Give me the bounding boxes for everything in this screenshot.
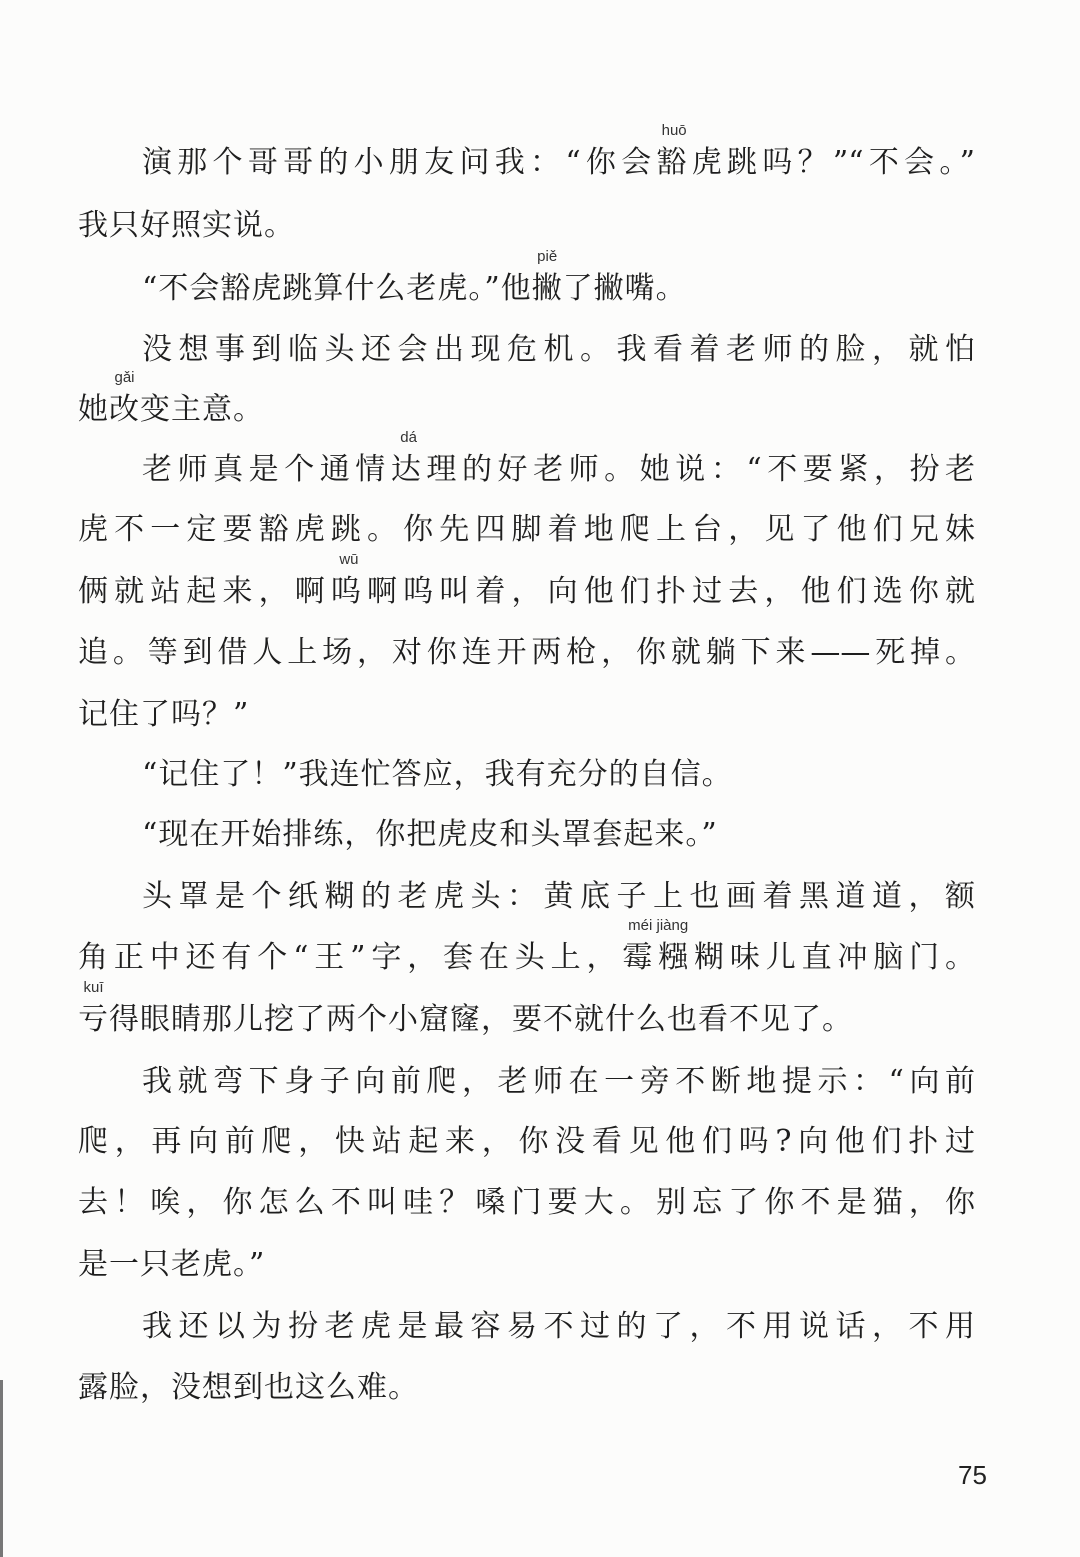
annotated-character: 撇 piě: [531, 248, 563, 306]
text-segment: 头罩是个纸糊的老虎头：黄底子上也画着黑道道，额: [142, 879, 975, 914]
text-line: [78, 917, 976, 978]
text-line: [78, 1062, 975, 1102]
annotated-character: 呜 wū: [330, 551, 367, 609]
text-line: [78, 1307, 975, 1347]
text-line: [78, 369, 975, 430]
pinyin-annotation: wū: [339, 551, 359, 568]
text-segment: “现在开始排练，你把虎皮和头罩套起来。”: [142, 817, 718, 852]
text-segment: 老师真是个通情: [142, 452, 391, 487]
text-line: [78, 1183, 975, 1223]
page-number: 75: [958, 1460, 987, 1490]
text-segment: 记住了吗？”: [78, 697, 250, 732]
text-segment: 演那个哥哥的小朋友问我：“你会: [142, 145, 657, 180]
text-line: [78, 122, 976, 183]
text-line: [78, 206, 975, 246]
text-segment: 我还以为扮老虎是最容易不过的了，不用说话，不用: [142, 1309, 975, 1344]
text-line: [78, 877, 975, 917]
text-line: [78, 1368, 975, 1408]
text-segment: 露脸，没想到也这么难。: [78, 1370, 419, 1405]
pinyin-annotation: piě: [537, 248, 558, 265]
text-segment: 得眼睛那儿挖了两个小窟窿，要不就什么也看不见了。: [109, 1002, 853, 1037]
pinyin-annotation: kuī: [83, 979, 104, 996]
text-segment: 糊味儿直冲脑门。: [694, 940, 976, 975]
text-segment: 爬，再向前爬，快站起来，你没看见他们吗?向他们扑过: [78, 1124, 975, 1159]
text-segment: 是一只老虎。”: [78, 1247, 266, 1282]
text-line: [78, 510, 975, 550]
text-line: [78, 755, 975, 795]
pinyin-annotation: gǎi: [114, 369, 135, 386]
text-line: [78, 633, 975, 673]
text-segment: 啊呜叫着，向他们扑过去，他们选你就: [367, 574, 975, 609]
pinyin-annotation: dá: [400, 429, 417, 446]
pinyin-annotation: huō: [661, 122, 687, 139]
text-segment: 虎跳吗？”“不会。”: [691, 145, 976, 180]
text-segment: 我就弯下身子向前爬，老师在一旁不断地提示：“向前: [142, 1064, 975, 1099]
text-segment: 变主意。: [140, 392, 264, 427]
text-segment: 理的好老师。她说：“不要紧，扮老: [426, 452, 976, 487]
text-segment: “不会豁虎跳算什么老虎。”他: [142, 271, 532, 306]
text-segment: 角正中还有个“王”字，套在头上，: [78, 940, 623, 975]
text-line: [78, 429, 976, 490]
text-line: [78, 815, 975, 855]
text-line: [78, 248, 975, 309]
annotated-character: 豁 huō: [656, 122, 692, 180]
text-segment: “记住了！”我连忙答应，我有充分的自信。: [142, 757, 733, 792]
text-segment: 了撇嘴。: [562, 271, 687, 306]
annotated-character: 达 dá: [390, 429, 427, 487]
annotated-character: 亏 kuī: [78, 979, 109, 1037]
scan-edge: [0, 1380, 3, 1557]
text-segment: 俩就站起来，啊: [78, 574, 331, 609]
annotated-character: 改 gǎi: [109, 369, 140, 427]
text-line: [78, 979, 975, 1040]
pinyin-annotation: méi jiàng: [628, 917, 689, 934]
text-segment: 去！唉，你怎么不叫哇？嗓门要大。别忘了你不是猫，你: [78, 1185, 975, 1220]
text-line: [78, 551, 975, 612]
annotated-character: 霉糨 méi jiàng: [622, 917, 695, 975]
text-line: [78, 1245, 975, 1285]
text-line: [78, 695, 975, 735]
text-segment: 追。等到借人上场，对你连开两枪，你就躺下来——死掉。: [78, 635, 975, 670]
text-segment: 没想事到临头还会出现危机。我看着老师的脸，就怕: [142, 332, 975, 367]
text-segment: 她: [78, 392, 109, 427]
text-line: [78, 1122, 975, 1162]
text-line: [78, 330, 975, 370]
text-segment: 我只好照实说。: [78, 208, 295, 243]
text-segment: 虎不一定要豁虎跳。你先四脚着地爬上台，见了他们兄妹: [78, 512, 975, 547]
